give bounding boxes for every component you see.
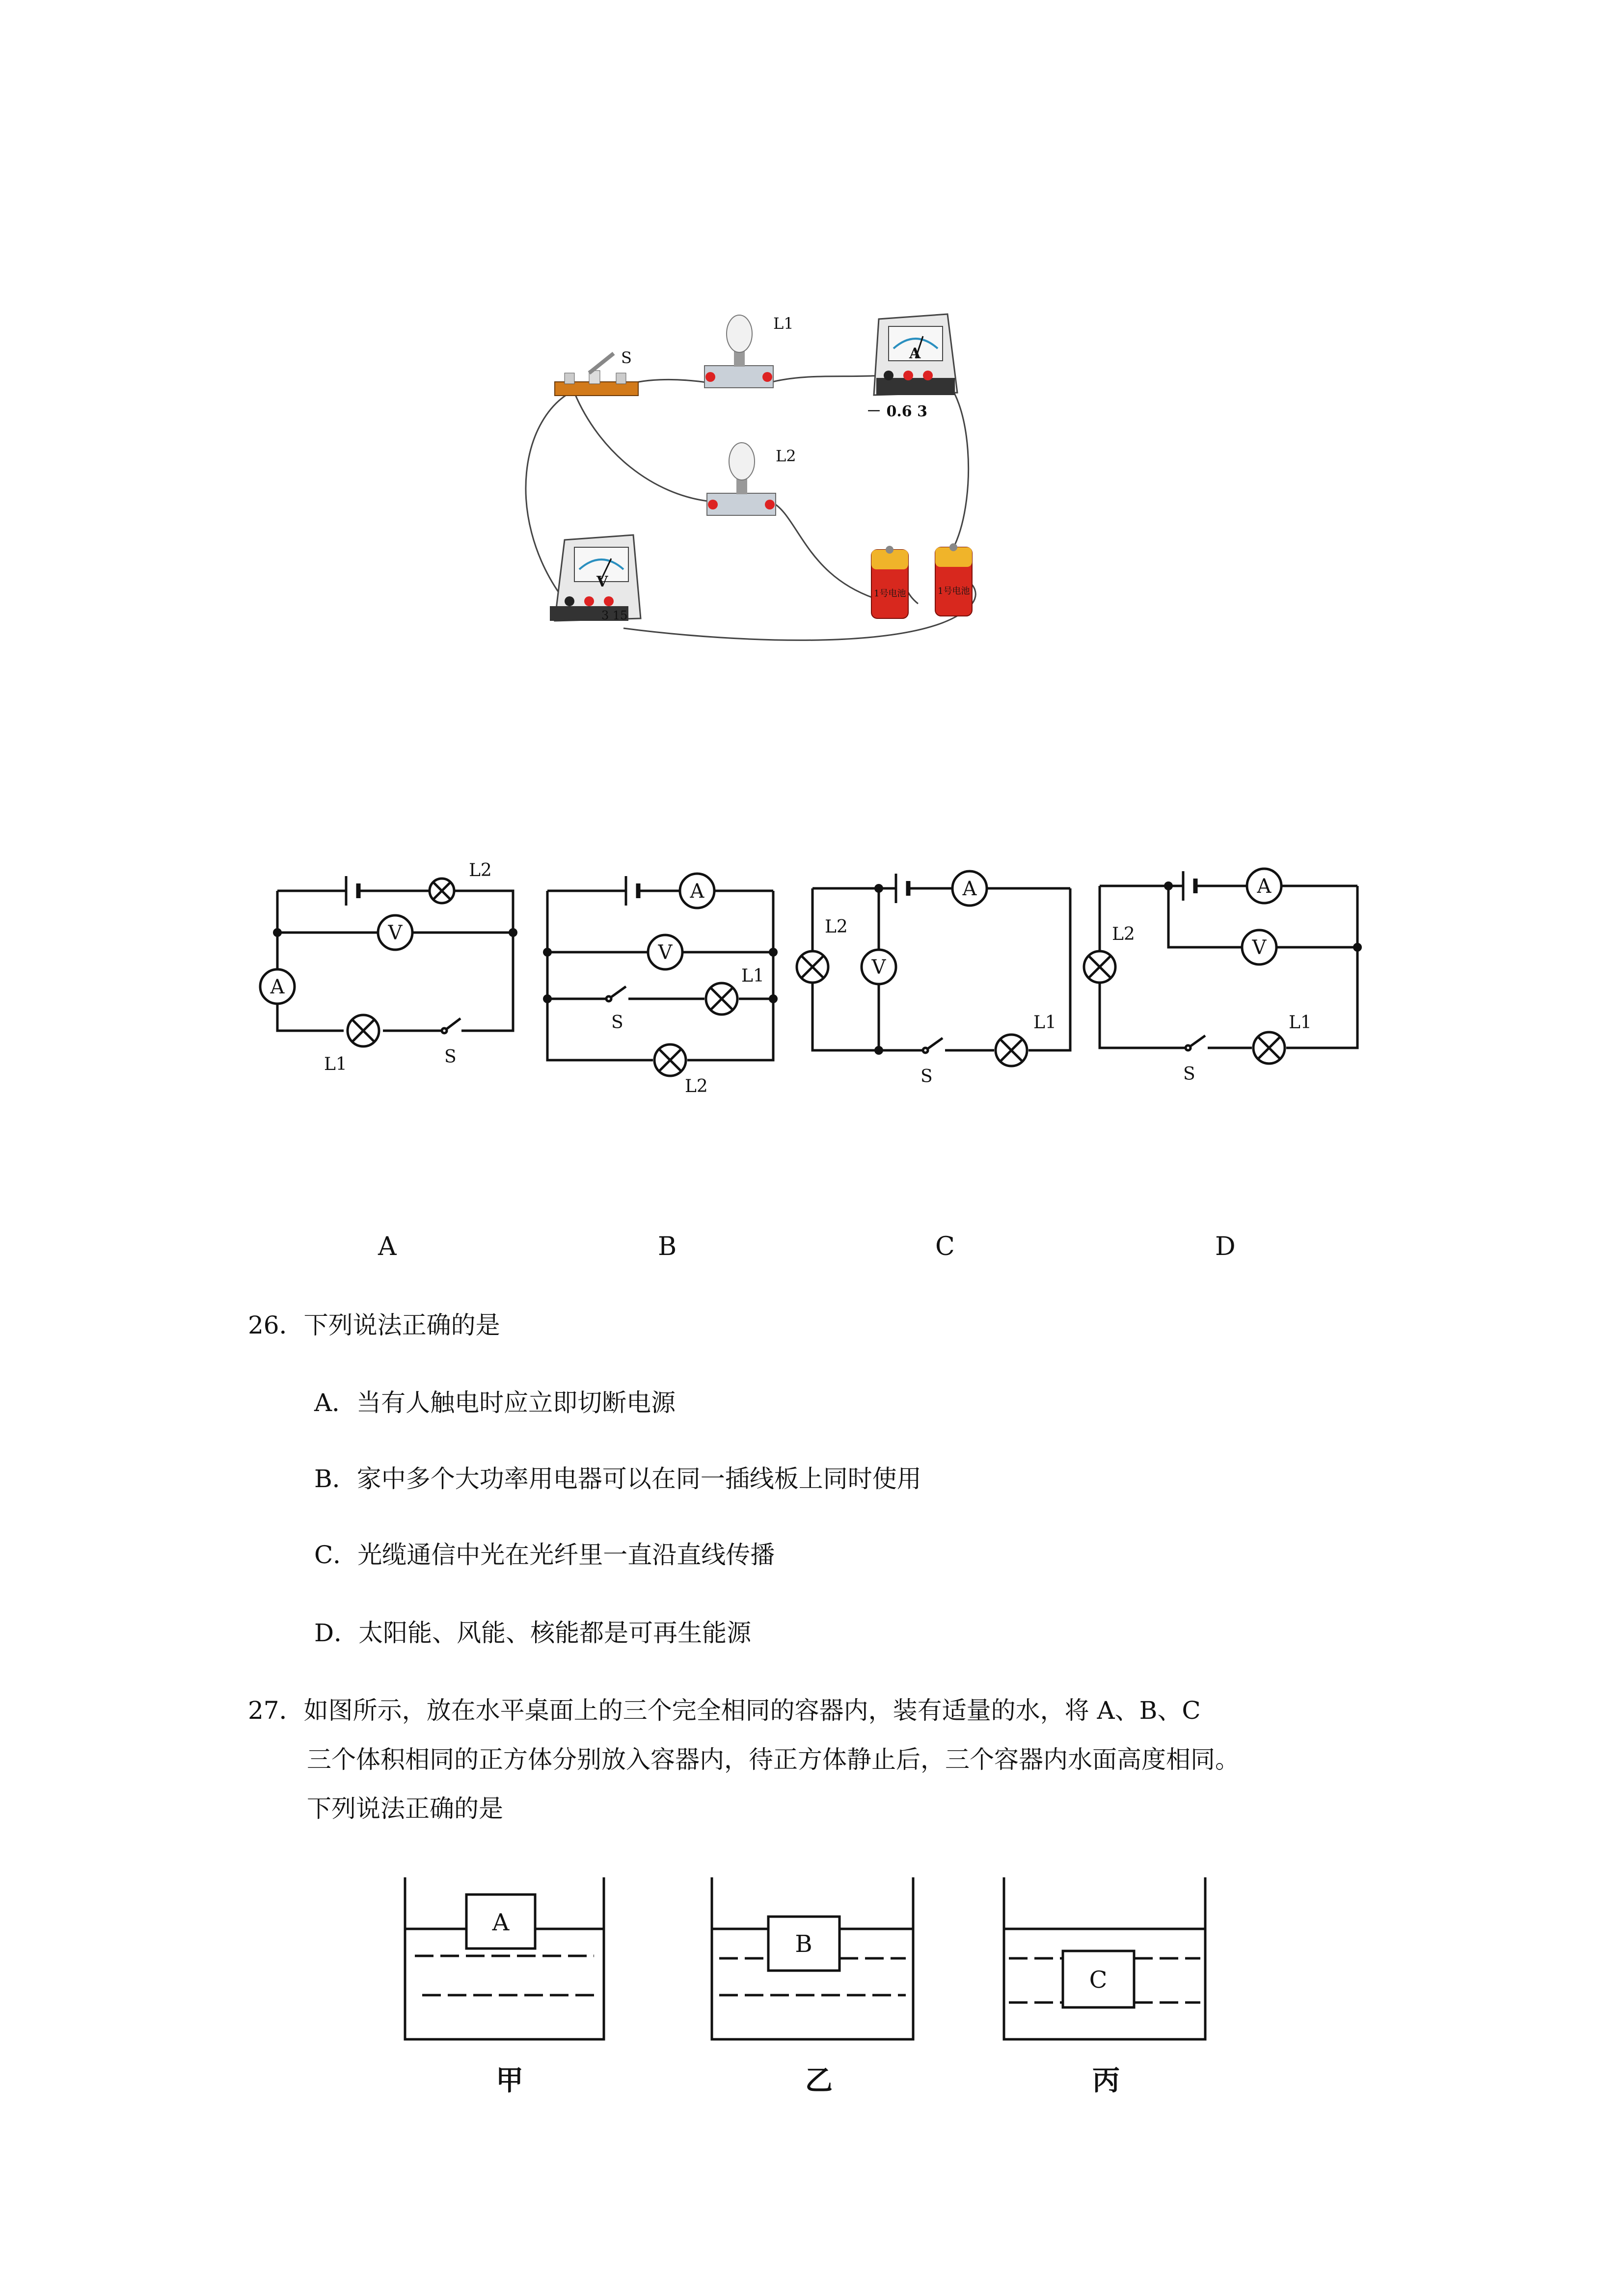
- circuit-diagrams: [245, 844, 1394, 1099]
- circuit-a-voltmeter-letter: V: [388, 922, 403, 944]
- q27-stem-line-1: 27．如图所示，放在水平桌面上的三个完全相同的容器内，装有适量的水，将 A、B、C: [248, 1696, 1201, 1725]
- circuit-c-l2-label: L2: [825, 917, 848, 937]
- circuit-a-l1-label: L1: [324, 1054, 347, 1074]
- bulb-l1: [704, 314, 794, 388]
- container-yi: [712, 1877, 913, 2039]
- circuit-c: [812, 874, 1070, 1053]
- battery-left: [871, 546, 908, 618]
- circuit-a: [277, 876, 513, 1033]
- circuit-d-voltmeter-letter: V: [1252, 936, 1267, 959]
- circuit-d-s-label: S: [1183, 1064, 1195, 1084]
- battery-right-text: 1号电池: [938, 586, 970, 596]
- circuit-d: [1100, 871, 1357, 1050]
- container-label-bing: 丙: [1092, 2064, 1120, 2097]
- q26-stem: 26．下列说法正确的是: [248, 1311, 500, 1339]
- battery-right: [935, 543, 972, 616]
- circuit-option-d: D: [1215, 1232, 1236, 1261]
- q26-option-a: A．当有人触电时应立即切断电源: [314, 1388, 676, 1417]
- circuit-b-voltmeter-letter: V: [658, 941, 673, 964]
- ammeter-letter: A: [909, 345, 921, 362]
- container-bing: [1004, 1877, 1205, 2039]
- circuit-d-ammeter-letter: A: [1257, 875, 1272, 898]
- q26-option-d: D．太阳能、风能、核能都是可再生能源: [314, 1619, 752, 1647]
- containers-figure: [393, 1870, 1227, 2056]
- circuit-option-a: A: [378, 1232, 397, 1261]
- circuit-d-l2-label: L2: [1112, 924, 1135, 944]
- circuit-b-l2-label: L2: [685, 1076, 708, 1096]
- bulb-l2-label: L2: [776, 447, 796, 465]
- q27-stem-line-3: 下列说法正确的是: [307, 1794, 503, 1823]
- voltmeter-terminals: 3 15: [601, 609, 628, 622]
- circuit-a-l2-label: L2: [469, 860, 492, 881]
- circuit-c-s-label: S: [920, 1067, 933, 1087]
- voltmeter-letter: V: [596, 573, 608, 590]
- cube-a-label: A: [492, 1909, 510, 1936]
- container-label-yi: 乙: [805, 2064, 833, 2097]
- circuit-option-b: B: [658, 1232, 677, 1261]
- bulb-l2: [707, 443, 796, 515]
- container-jia: [405, 1877, 604, 2039]
- ammeter-terminals: － 0.6 3: [866, 403, 927, 420]
- circuit-c-ammeter-letter: A: [962, 878, 977, 900]
- circuit-c-voltmeter-letter: V: [871, 956, 886, 979]
- circuit-b-s-label: S: [611, 1013, 623, 1033]
- circuit-a-ammeter-letter: A: [270, 976, 285, 998]
- voltmeter: [550, 535, 641, 622]
- apparatus-figure: [491, 290, 1011, 643]
- battery-left-text: 1号电池: [874, 588, 906, 599]
- circuit-option-c: C: [935, 1232, 955, 1261]
- switch-label: S: [621, 348, 632, 367]
- circuit-c-l1-label: L1: [1033, 1013, 1056, 1033]
- q27-stem-line-2: 三个体积相同的正方体分别放入容器内，待正方体静止后，三个容器内水面高度相同。: [307, 1745, 1240, 1774]
- cube-c-label: C: [1089, 1966, 1108, 1994]
- circuit-d-l1-label: L1: [1289, 1013, 1312, 1033]
- q26-option-c: C．光缆通信中光在光纤里一直沿直线传播: [314, 1541, 775, 1569]
- circuit-b-ammeter-letter: A: [690, 880, 704, 903]
- bulb-l1-label: L1: [773, 314, 794, 333]
- knife-switch: [555, 348, 638, 396]
- q26-option-b: B．家中多个大功率用电器可以在同一插线板上同时使用: [314, 1465, 921, 1493]
- circuit-b-l1-label: L1: [741, 966, 764, 986]
- ammeter: [866, 314, 957, 420]
- circuit-a-s-label: S: [444, 1047, 457, 1067]
- container-label-jia: 甲: [496, 2064, 523, 2097]
- cube-b-label: B: [795, 1930, 812, 1958]
